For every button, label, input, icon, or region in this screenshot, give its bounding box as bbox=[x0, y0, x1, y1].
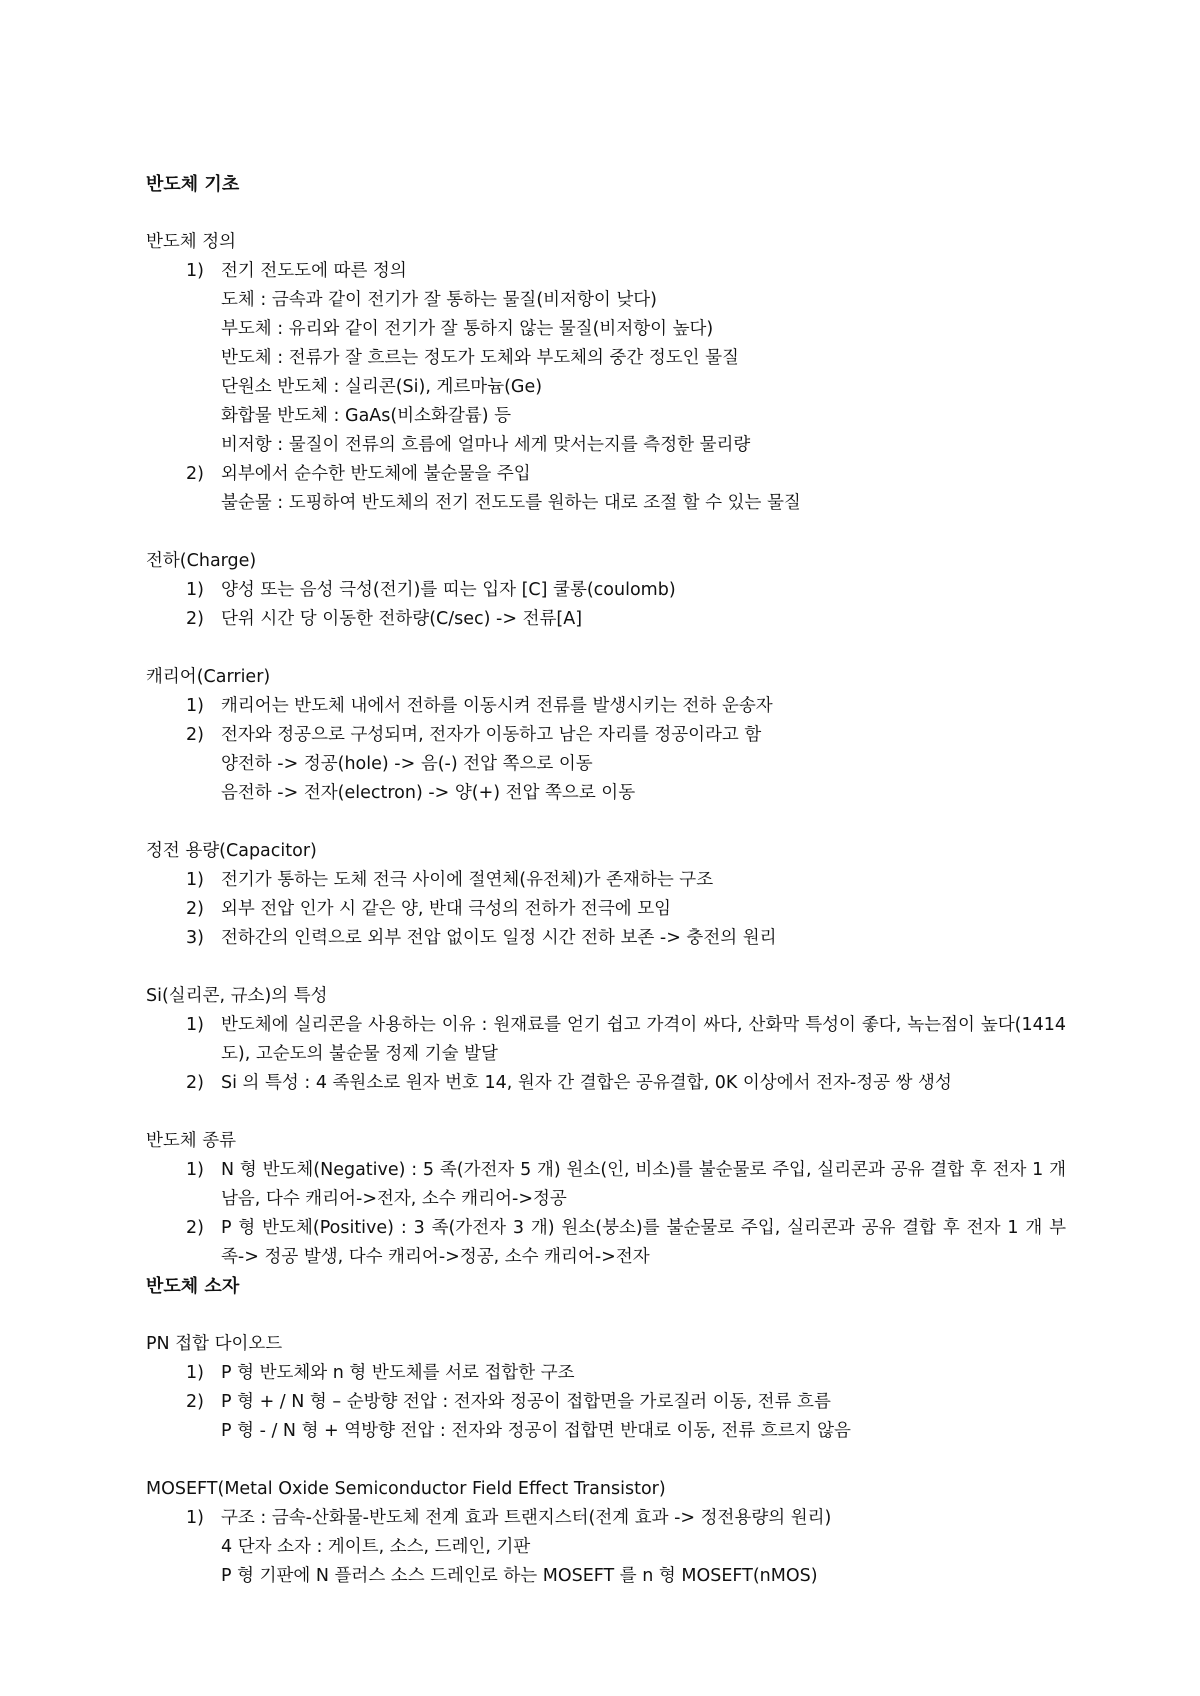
list-number: 1) bbox=[186, 1160, 204, 1180]
list-item-text: 전기가 통하는 도체 전극 사이에 절연체(유전체)가 존재하는 구조 bbox=[221, 870, 714, 890]
list-item bbox=[146, 866, 1066, 895]
list-item-text: 외부 전압 인가 시 같은 양, 반대 극성의 전하가 전극에 모임 bbox=[221, 899, 672, 919]
main-title-devices: 반도체 소자 bbox=[146, 1276, 240, 1297]
list-item-text: N 형 반도체(Negative) : 5 족(가전자 5 개) 원소(인, 비소)를 불순물로 주입, 실리콘과 공유 결합 후 전자 1 개 남음, 다수 캐리어->전자, 소수 캐리어->정공 bbox=[221, 1160, 1066, 1209]
list-item-text: 전자와 정공으로 구성되며, 전자가 이동하고 남은 자리를 정공이라고 함 bbox=[221, 725, 762, 745]
list-item bbox=[146, 1156, 1066, 1214]
list-item bbox=[146, 605, 1066, 634]
section-heading-silicon: Si(실리콘, 규소)의 특성 bbox=[146, 986, 328, 1006]
section-heading-carrier: 캐리어(Carrier) bbox=[146, 667, 271, 687]
list-item bbox=[146, 576, 1066, 605]
list-number: 1) bbox=[186, 870, 204, 890]
list-number: 3) bbox=[186, 928, 204, 948]
list-item-text: P 형 + / N 형 – 순방향 전압 : 전자와 정공이 접합면을 가로질러 이동, 전류 흐름 bbox=[221, 1392, 831, 1412]
list-item bbox=[146, 1359, 1066, 1388]
section-heading-charge: 전하(Charge) bbox=[146, 551, 257, 571]
list-item-text: P 형 반도체(Positive) : 3 족(가전자 3 개) 원소(붕소)를 불순물로 주입, 실리콘과 공유 결합 후 전자 1 개 부족-> 정공 발생, 다수 캐리어->정공, 소수 캐리어->전자 bbox=[221, 1218, 1066, 1267]
list-item bbox=[146, 1011, 1066, 1069]
list-number: 2) bbox=[186, 464, 204, 484]
list-item-subline: 도체 : 금속과 같이 전기가 잘 통하는 물질(비저항이 낮다) bbox=[221, 290, 657, 310]
spacer bbox=[146, 199, 1066, 228]
list-item-subline: 양전하 -> 정공(hole) -> 음(-) 전압 쪽으로 이동 bbox=[221, 754, 593, 774]
list-item-text: 양성 또는 음성 극성(전기)를 띠는 입자 [C] 쿨롱(coulomb) bbox=[221, 580, 676, 600]
list-number: 1) bbox=[186, 580, 204, 600]
list-number: 1) bbox=[186, 1015, 204, 1035]
list-number: 1) bbox=[186, 696, 204, 716]
list-item bbox=[146, 460, 1066, 489]
list-item bbox=[146, 257, 1066, 286]
list-item-subline: 불순물 : 도핑하여 반도체의 전기 전도도를 원하는 대로 조절 할 수 있는 물질 bbox=[221, 493, 801, 513]
list-item-text: 캐리어는 반도체 내에서 전하를 이동시켜 전류를 발생시키는 전하 운송자 bbox=[221, 696, 773, 716]
spacer bbox=[146, 808, 1066, 837]
list-item-subline: 부도체 : 유리와 같이 전기가 잘 통하지 않는 물질(비저항이 높다) bbox=[221, 319, 714, 339]
list-item-subline: 화합물 반도체 : GaAs(비소화갈륨) 등 bbox=[221, 406, 512, 426]
list-number: 2) bbox=[186, 609, 204, 629]
spacer bbox=[146, 953, 1066, 982]
list-item-subline: 반도체 : 전류가 잘 흐르는 정도가 도체와 부도체의 중간 정도인 물질 bbox=[221, 348, 739, 368]
list-item bbox=[146, 1504, 1066, 1533]
list-number: 2) bbox=[186, 1218, 204, 1238]
spacer bbox=[146, 1446, 1066, 1475]
section-heading-definition: 반도체 정의 bbox=[146, 232, 237, 252]
list-number: 2) bbox=[186, 1073, 204, 1093]
list-item-subline: P 형 기판에 N 플러스 소스 드레인로 하는 MOSEFT 를 n 형 MOSEFT(nMOS) bbox=[221, 1566, 818, 1586]
list-item bbox=[146, 721, 1066, 750]
list-item bbox=[146, 1388, 1066, 1417]
spacer bbox=[146, 1098, 1066, 1127]
section-heading-capacitor: 정전 용량(Capacitor) bbox=[146, 841, 317, 861]
list-item bbox=[146, 692, 1066, 721]
spacer bbox=[146, 518, 1066, 547]
list-item-subline: 음전하 -> 전자(electron) -> 양(+) 전압 쪽으로 이동 bbox=[221, 783, 636, 803]
list-item bbox=[146, 1214, 1066, 1272]
list-item-text: 전기 전도도에 따른 정의 bbox=[221, 261, 407, 281]
list-number: 2) bbox=[186, 899, 204, 919]
list-number: 2) bbox=[186, 725, 204, 745]
spacer bbox=[146, 1301, 1066, 1330]
list-number: 1) bbox=[186, 1363, 204, 1383]
list-item-text: P 형 반도체와 n 형 반도체를 서로 접합한 구조 bbox=[221, 1363, 575, 1383]
list-item-text: 단위 시간 당 이동한 전하량(C/sec) -> 전류[A] bbox=[221, 609, 583, 629]
main-title-basics: 반도체 기초 bbox=[146, 174, 240, 195]
list-item-text: 구조 : 금속-산화물-반도체 전계 효과 트랜지스터(전계 효과 -> 정전용량의 원리) bbox=[221, 1508, 832, 1528]
list-item-text: 전하간의 인력으로 외부 전압 없이도 일정 시간 전하 보존 -> 충전의 원리 bbox=[221, 928, 777, 948]
list-item-subline: 비저항 : 물질이 전류의 흐름에 얼마나 세게 맞서는지를 측정한 물리량 bbox=[221, 435, 751, 455]
list-item-subline: 4 단자 소자 : 게이트, 소스, 드레인, 기판 bbox=[221, 1537, 531, 1557]
list-item-subline: 단원소 반도체 : 실리콘(Si), 게르마늄(Ge) bbox=[221, 377, 543, 397]
list-item-text: 반도체에 실리콘을 사용하는 이유 : 원재료를 얻기 쉽고 가격이 싸다, 산화막 특성이 좋다, 녹는점이 높다(1414 도), 고순도의 불순물 정제 기술 발달 bbox=[221, 1015, 1066, 1064]
list-item-text: Si 의 특성 : 4 족원소로 원자 번호 14, 원자 간 결합은 공유결합, 0K 이상에서 전자-정공 쌍 생성 bbox=[221, 1073, 952, 1093]
spacer bbox=[146, 634, 1066, 663]
list-item-subline: P 형 - / N 형 + 역방향 전압 : 전자와 정공이 접합면 반대로 이동, 전류 흐르지 않음 bbox=[221, 1421, 851, 1441]
section-heading-pn-diode: PN 접합 다이오드 bbox=[146, 1334, 283, 1354]
section-heading-types: 반도체 종류 bbox=[146, 1131, 237, 1151]
list-item-text: 외부에서 순수한 반도체에 불순물을 주입 bbox=[221, 464, 531, 484]
list-item bbox=[146, 895, 1066, 924]
document-page bbox=[146, 170, 1066, 1591]
list-number: 1) bbox=[186, 261, 204, 281]
list-item bbox=[146, 924, 1066, 953]
list-item bbox=[146, 1069, 1066, 1098]
section-heading-mosfet: MOSEFT(Metal Oxide Semiconductor Field Effect Transistor) bbox=[146, 1479, 666, 1499]
list-number: 2) bbox=[186, 1392, 204, 1412]
list-number: 1) bbox=[186, 1508, 204, 1528]
